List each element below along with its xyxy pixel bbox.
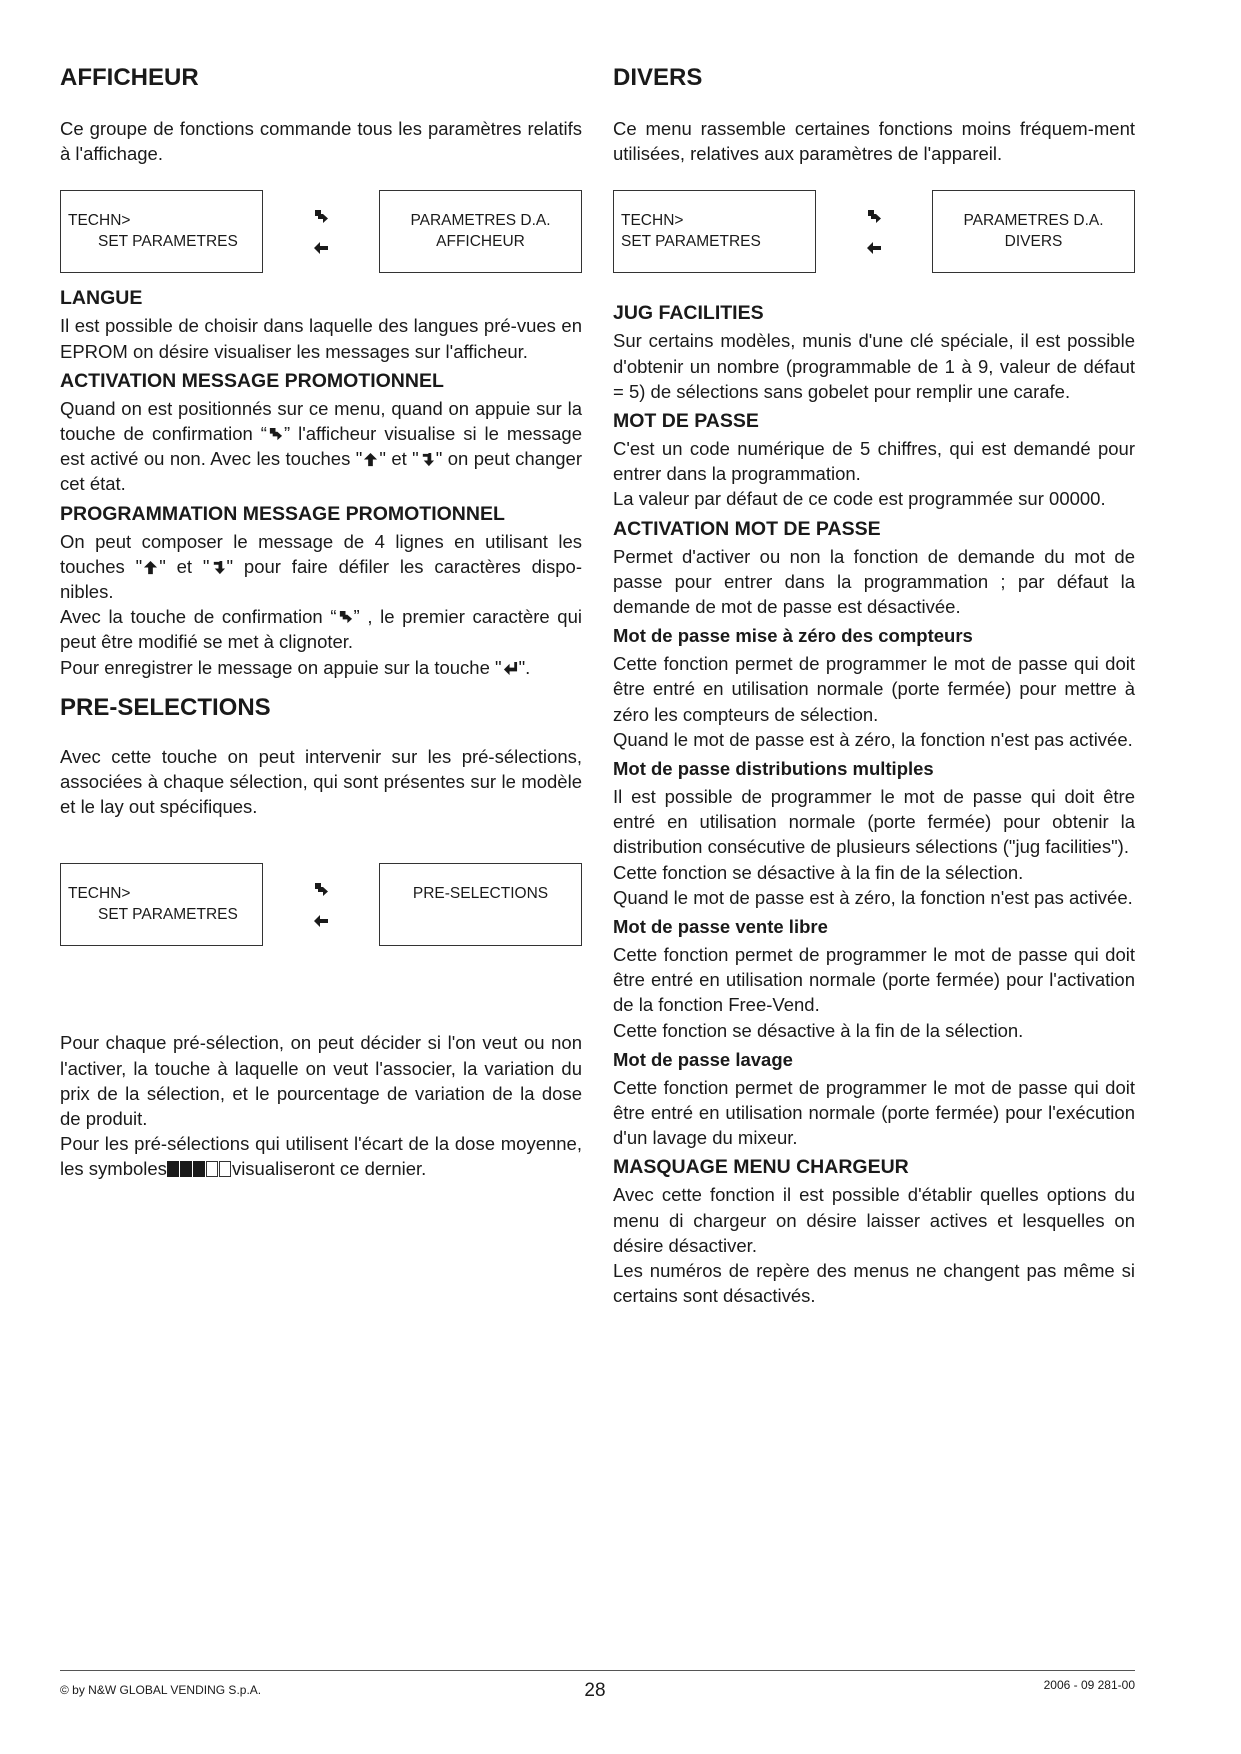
dose-blocks-icon [167,1158,232,1183]
activation-message-text [60,396,582,497]
mdp-compteurs-title: Mot de passe mise à zéro des compteurs [613,625,973,647]
mdp-vente-title: Mot de passe vente libre [613,916,828,938]
mdp-distributions-p1: Il est possible de programmer le mot de passe qui doit être entré en utilisation normale (porte fermée) pour obtenir la distribution consécutive de plusieurs sélections ("jug facilities"). [613,786,1135,858]
afficheur-title: AFFICHEUR [60,64,199,91]
techn-box-line1: TECHN> [621,212,684,230]
masquage-p2: Les numéros de repère des menus ne changent pas même si certains sont désactivés. [613,1260,1135,1307]
text-span: Avec la touche de confirmation “ [60,606,337,628]
mdp-lavage-title: Mot de passe lavage [613,1048,793,1070]
divers-box [932,190,1135,273]
techn-box-line2: SET PARAMETRES [98,233,238,251]
afficheur-intro: Ce groupe de fonctions commande tous les paramètres relatifs à l'affichage. [60,118,582,165]
confirm-arrow-icon [268,427,283,442]
back-arrow-icon [866,239,882,255]
footer-doc-code: 2006 - 09 281-00 [1043,1678,1135,1692]
techn-box [60,863,263,946]
divers-flow [613,190,1135,273]
programmation-message-title: PROGRAMMATION MESSAGE PROMOTIONNEL [60,502,505,525]
text-span: " pour faire défiler les caractères dispo-nibles. [60,555,582,603]
langue-title: LANGUE [60,287,143,310]
techn-box-line2: SET PARAMETRES [621,233,761,251]
text-span: ” , le premier caractère qui peut être modifié se met à clignoter. [60,606,582,653]
confirm-arrow-icon [866,209,882,225]
footer-divider [60,1670,1135,1671]
programmation-message-p3 [60,655,582,680]
up-arrow-icon [363,452,378,467]
mdp-distributions-title: Mot de passe distributions multiples [613,758,934,780]
techn-box [60,190,263,273]
preselections-box [379,863,582,946]
mdp-distributions-p2: Cette fonction se désactive à la fin de la sélection. [613,861,1024,883]
afficheur-box [379,190,582,273]
afficheur-box-line2: AFFICHEUR [436,233,525,251]
jug-text: Sur certains modèles, munis d'une clé spéciale, il est possible d'obtenir un nombre (programmable de 1 à 9, valeur de défaut = 5) de sélections sans gobelet pour remplir une carafe. [613,330,1135,402]
down-arrow-icon [211,560,226,575]
back-arrow-icon [313,239,329,255]
back-arrow-icon [313,912,329,928]
programmation-message-p1 [60,529,582,605]
preselections-p1: Pour chaque pré-sélection, on peut décider si l'on veut ou non l'activer, la touche à laquelle on veut l'associer, la variation du prix de la sélection, et le pourcentage de variation de la dose de produit. [60,1032,582,1130]
text-span: visualiseront ce dernier. [231,1158,427,1180]
techn-box [613,190,816,273]
text-span: ” l'afficheur visualise si le message est activé ou non. Avec les touches " [60,423,582,470]
afficheur-box-line1: PARAMETRES D.A. [410,212,551,230]
techn-box-line2: SET PARAMETRES [98,906,238,924]
mdp-compteurs-p1: Cette fonction permet de programmer le mot de passe qui doit être entré en utilisation normale (porte fermée) pour mettre à zéro les compteurs de sélection. [613,653,1135,725]
mot-de-passe-p1: C'est un code numérique de 5 chiffres, qui est demandé pour entrer dans la programmation. [613,438,1135,485]
masquage-p1: Avec cette fonction il est possible d'établir quelles options du menu di chargeur on désire laisser actives et lesquelles on désire désactiver. [613,1184,1135,1256]
text-span: " et " [159,555,210,577]
divers-intro: Ce menu rassemble certaines fonctions moins fréquem-ment utilisées, relatives aux paramètres de l'appareil. [613,118,1135,165]
activation-message-title: ACTIVATION MESSAGE PROMOTIONNEL [60,369,444,392]
divers-box-line2: DIVERS [1004,233,1063,251]
mot-de-passe-p2: La valeur par défaut de ce code est programmée sur 00000. [613,488,1106,510]
preselections-flow [60,863,582,946]
mdp-compteurs-p2: Quand le mot de passe est à zéro, la fonction n'est pas activée. [613,728,1133,750]
text-span: Quand on est positionnés sur ce menu, quand on appuie sur la touche de confirmation “ [60,397,582,445]
masquage-title: MASQUAGE MENU CHARGEUR [613,1156,909,1179]
preselections-box-line1: PRE-SELECTIONS [412,885,549,903]
text-span: ". [518,656,531,678]
text-span: " on peut changer cet état. [60,448,582,495]
preselections-intro: Avec cette touche on peut intervenir sur les pré-sélections, associées à chaque sélection, qui sont présentes sur le modèle et le lay out spécifiques. [60,745,582,818]
afficheur-flow [60,190,582,273]
footer-copyright: © by N&W GLOBAL VENDING S.p.A. [60,1683,262,1697]
divers-box-line1: PARAMETRES D.A. [963,212,1104,230]
right-column [613,60,1135,1309]
mdp-vente-p2: Cette fonction se désactive à la fin de la sélection. [613,1019,1024,1041]
confirm-arrow-icon [338,610,353,625]
text-span: On peut composer le message de 4 lignes en utilisant les touches " [60,530,582,577]
mdp-distributions-p3: Quand le mot de passe est à zéro, la fonction n'est pas activée. [613,886,1133,908]
mot-de-passe-title: MOT DE PASSE [613,410,759,433]
activation-mdp-title: ACTIVATION MOT DE PASSE [613,517,881,540]
left-column [60,60,582,1184]
confirm-arrow-icon [313,882,329,898]
mdp-vente-p1: Cette fonction permet de programmer le mot de passe qui doit être entré en utilisation normale (porte fermée) pour l'activation de la fonction Free-Vend. [613,944,1135,1016]
techn-box-line1: TECHN> [68,212,131,230]
up-arrow-icon [143,560,158,575]
page-number: 28 [584,1680,606,1701]
text-span: Pour enregistrer le message on appuie sur la touche " [60,656,502,678]
text-span: Pour les pré-sélections qui utilisent l'écart de la dose moyenne, les symboles [60,1133,582,1180]
flow-arrows [301,882,341,928]
programmation-message-p2 [60,604,582,654]
activation-mdp-text: Permet d'activer ou non la fonction de demande du mot de passe pour entrer dans la programmation ; par défaut la demande de mot de passe est désactivée. [613,545,1135,618]
techn-box-line1: TECHN> [68,885,131,903]
text-span: " et " [379,448,419,470]
mdp-lavage-text: Cette fonction permet de programmer le mot de passe qui doit être entré en utilisation normale (porte fermée) pour l'exécution d'un lavage du mixeur. [613,1076,1135,1149]
preselections-title: PRE-SELECTIONS [60,693,271,721]
langue-text: Il est possible de choisir dans laquelle des langues pré-vues en EPROM on désire visualiser les messages sur l'afficheur. [60,315,582,362]
down-arrow-icon [420,452,435,467]
flow-arrows [301,209,341,255]
jug-title: JUG FACILITIES [613,302,764,325]
divers-title: DIVERS [613,64,703,91]
enter-arrow-icon [503,661,518,676]
preselections-p2 [60,1131,582,1183]
confirm-arrow-icon [313,209,329,225]
flow-arrows [854,209,894,255]
